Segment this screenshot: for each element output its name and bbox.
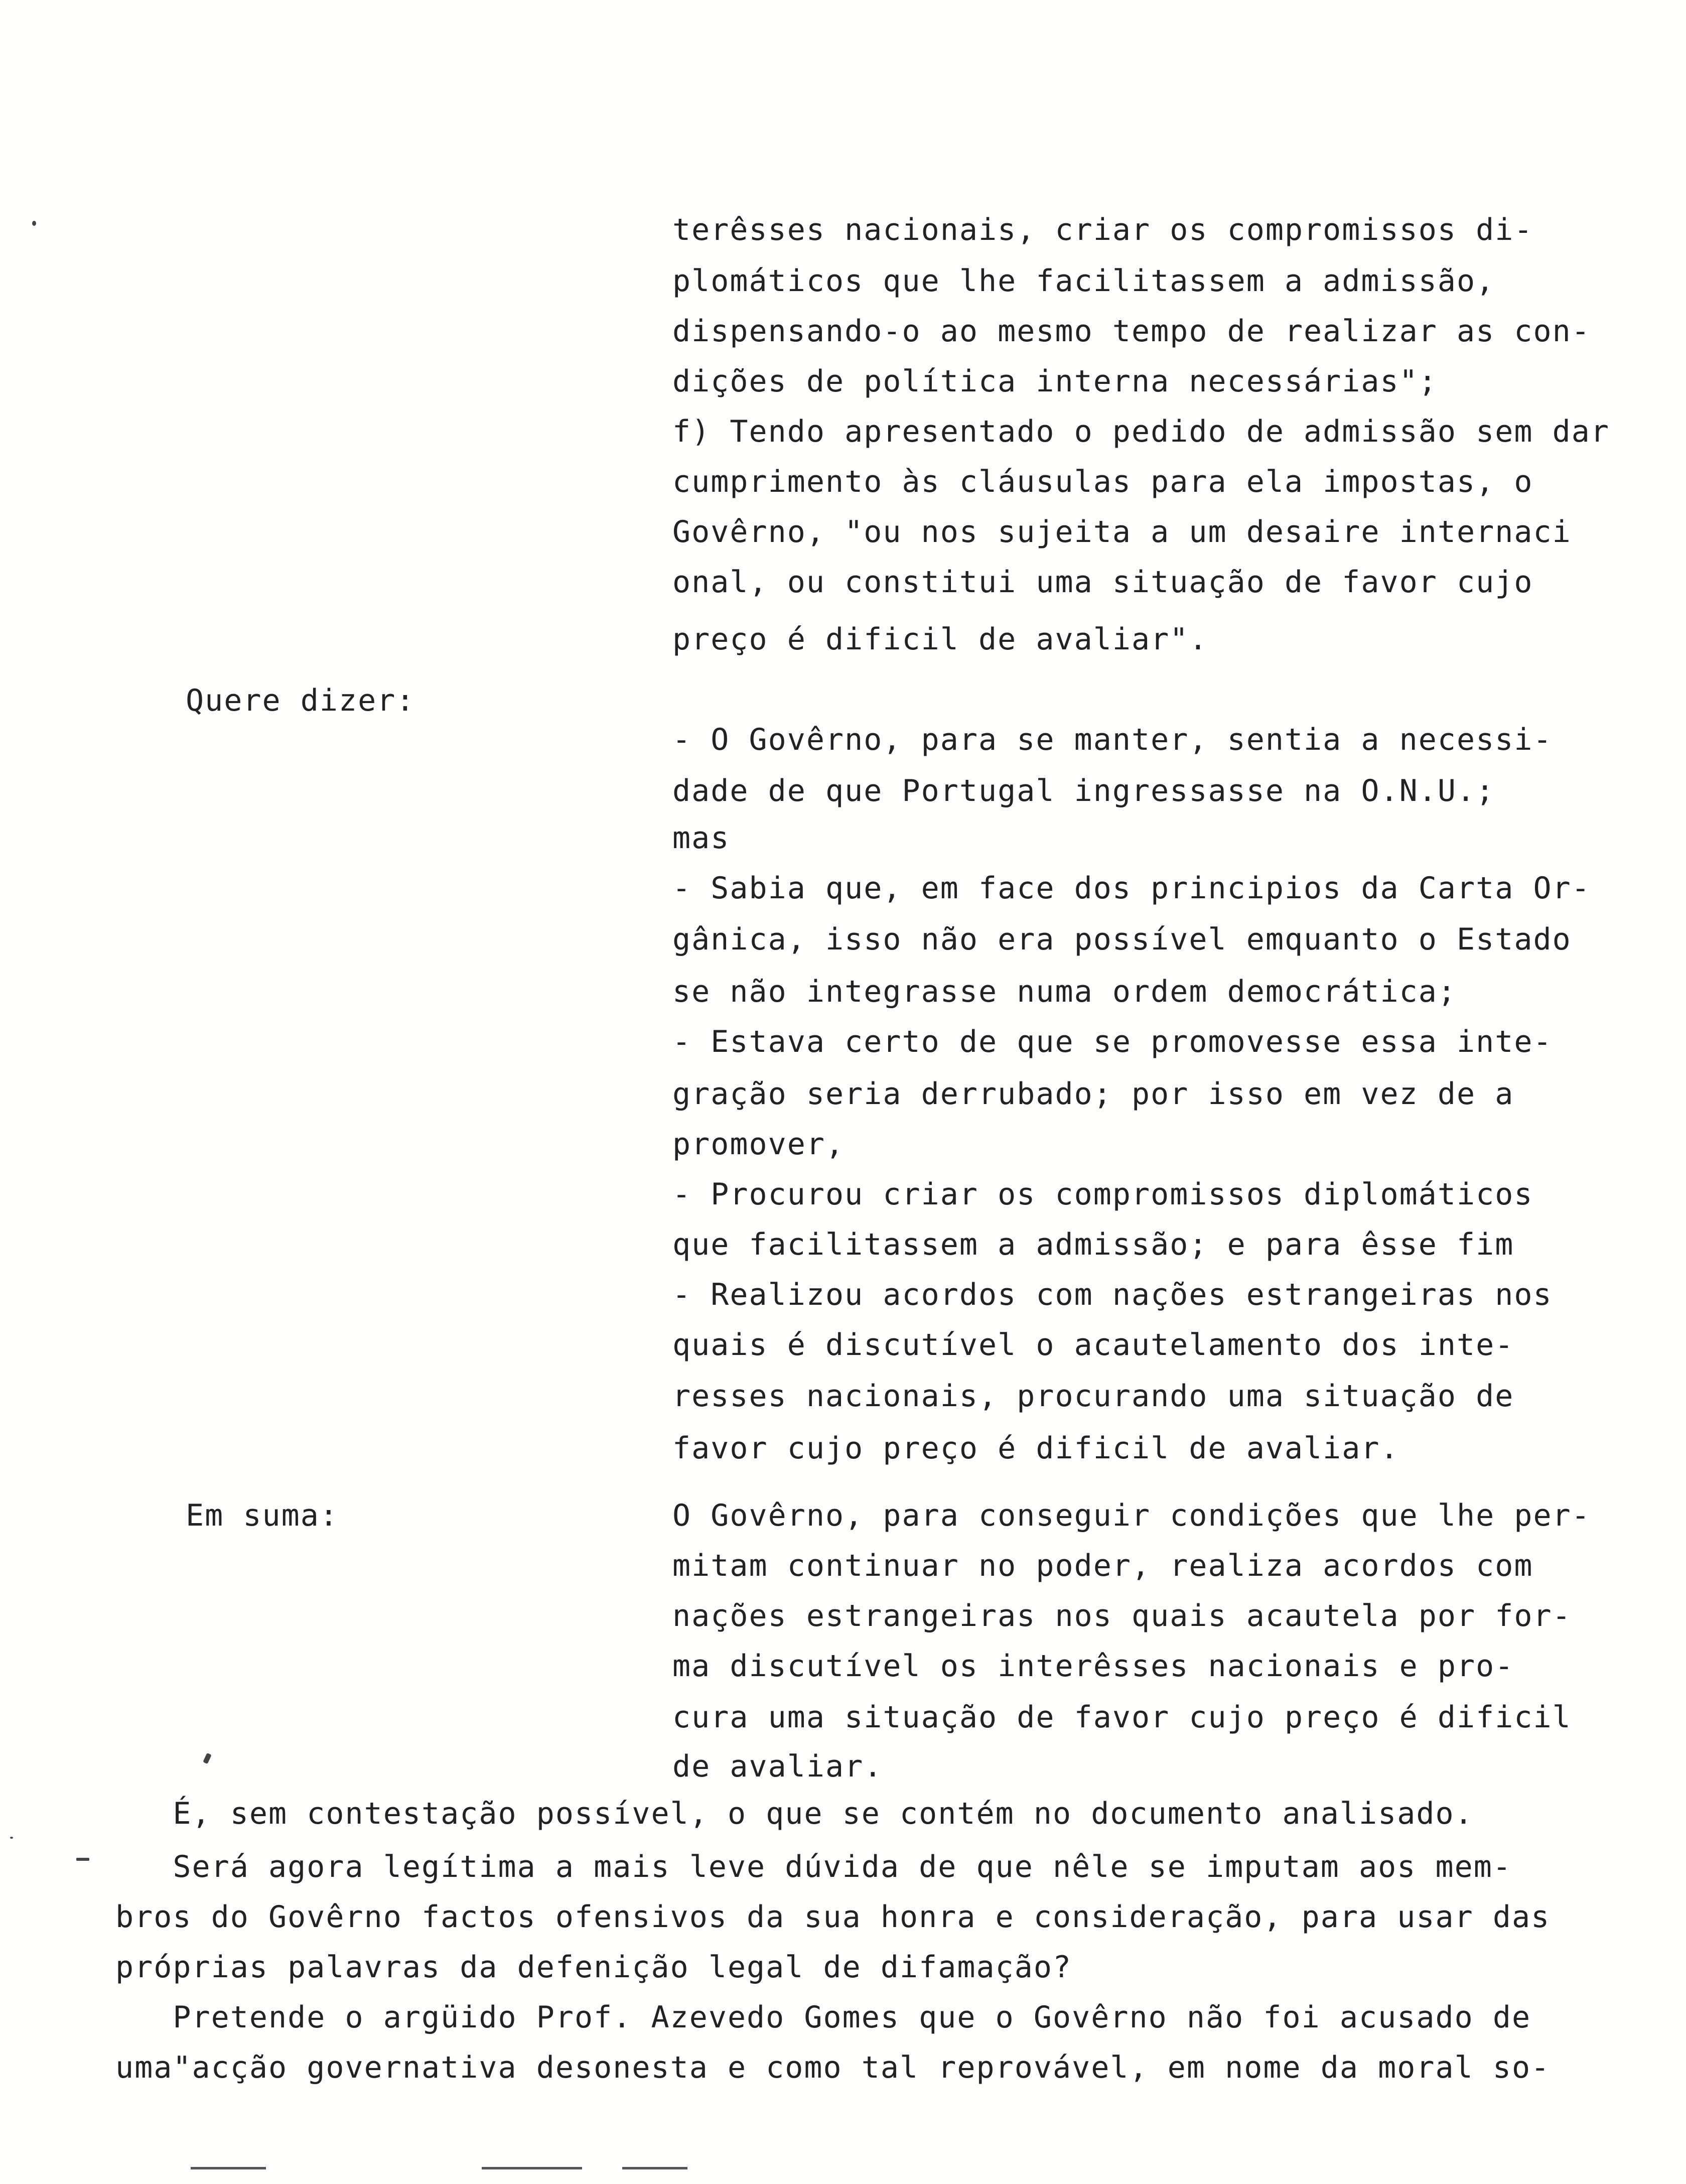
text-line: - Sabia que, em face dos principios da Carta Or- — [672, 871, 1591, 906]
text-line: dispensando-o ao mesmo tempo de realizar as con- — [672, 314, 1591, 349]
text-line: preço é dificil de avaliar". — [672, 622, 1208, 657]
text-line: mitam continuar no poder, realiza acordos com — [672, 1548, 1533, 1583]
text-line: - Procurou criar os compromissos diplomáticos — [672, 1177, 1533, 1212]
text-line: plomáticos que lhe facilitassem a admissão, — [672, 263, 1495, 299]
text-line: nações estrangeiras nos quais acautela por for- — [672, 1598, 1572, 1633]
text-line: de avaliar. — [672, 1749, 883, 1784]
text-line: terêsses nacionais, criar os compromissos di- — [672, 212, 1533, 247]
section-label-em-suma: Em suma: — [186, 1498, 339, 1533]
text-line: se não integrasse numa ordem democrática; — [672, 974, 1457, 1009]
text-line: O Govêrno, para conseguir condições que lhe per- — [672, 1498, 1591, 1533]
text-line: - O Govêrno, para se manter, sentia a necessi- — [672, 722, 1553, 757]
text-line: - Realizou acordos com nações estrangeiras nos — [672, 1277, 1553, 1312]
text-line: É, sem contestação possível, o que se contém no documento analisado. — [115, 1796, 1474, 1831]
scan-speck — [203, 1753, 212, 1764]
text-line: favor cujo preço é dificil de avaliar. — [672, 1431, 1399, 1466]
text-line: onal, ou constitui uma situação de favor cujo — [672, 565, 1533, 600]
text-line: ma discutível os interêsses nacionais e pro- — [672, 1649, 1514, 1684]
text-line: - Estava certo de que se promovesse essa inte- — [672, 1024, 1553, 1059]
text-line: que facilitassem a admissão; e para êsse fim — [672, 1227, 1514, 1262]
section-label-quere-dizer: Quere dizer: — [186, 683, 415, 718]
scan-speck — [32, 221, 36, 226]
text-line: Será agora legítima a mais leve dúvida de que nêle se imputam aos mem- — [115, 1849, 1512, 1884]
text-line: gânica, isso não era possível emquanto o Estado — [672, 922, 1572, 957]
footer-rule-mark — [191, 2167, 266, 2169]
text-line: Pretende o argüido Prof. Azevedo Gomes que o Govêrno não foi acusado de — [115, 2000, 1531, 2035]
text-line: cumprimento às cláusulas para ela impostas, o — [672, 464, 1533, 499]
text-line: gração seria derrubado; por isso em vez de a — [672, 1076, 1514, 1112]
text-line: dade de que Portugal ingressasse na O.N.U.; — [672, 773, 1495, 808]
text-line: bros do Govêrno factos ofensivos da sua honra e consideração, para usar das — [115, 1899, 1551, 1935]
footer-rule-mark — [622, 2167, 687, 2169]
text-line: uma"acção governativa desonesta e como tal reprovável, em nome da moral so- — [115, 2050, 1551, 2085]
text-line: promover, — [672, 1127, 845, 1162]
text-line: próprias palavras da defenição legal de difamação? — [115, 1950, 1072, 1985]
text-line: mas — [672, 821, 730, 856]
text-line: quais é discutível o acautelamento dos inte- — [672, 1327, 1514, 1362]
text-line: f) Tendo apresentado o pedido de admissão sem dar — [672, 414, 1610, 449]
scan-speck — [76, 1858, 89, 1861]
footer-rule-mark — [482, 2167, 582, 2169]
text-line: cura uma situação de favor cujo preço é dificil — [672, 1700, 1572, 1735]
text-line: resses nacionais, procurando uma situação de — [672, 1379, 1514, 1414]
text-line: dições de política interna necessárias"; — [672, 364, 1438, 399]
scan-speck — [10, 1837, 13, 1839]
text-line: Govêrno, "ou nos sujeita a um desaire internaci — [672, 514, 1572, 550]
